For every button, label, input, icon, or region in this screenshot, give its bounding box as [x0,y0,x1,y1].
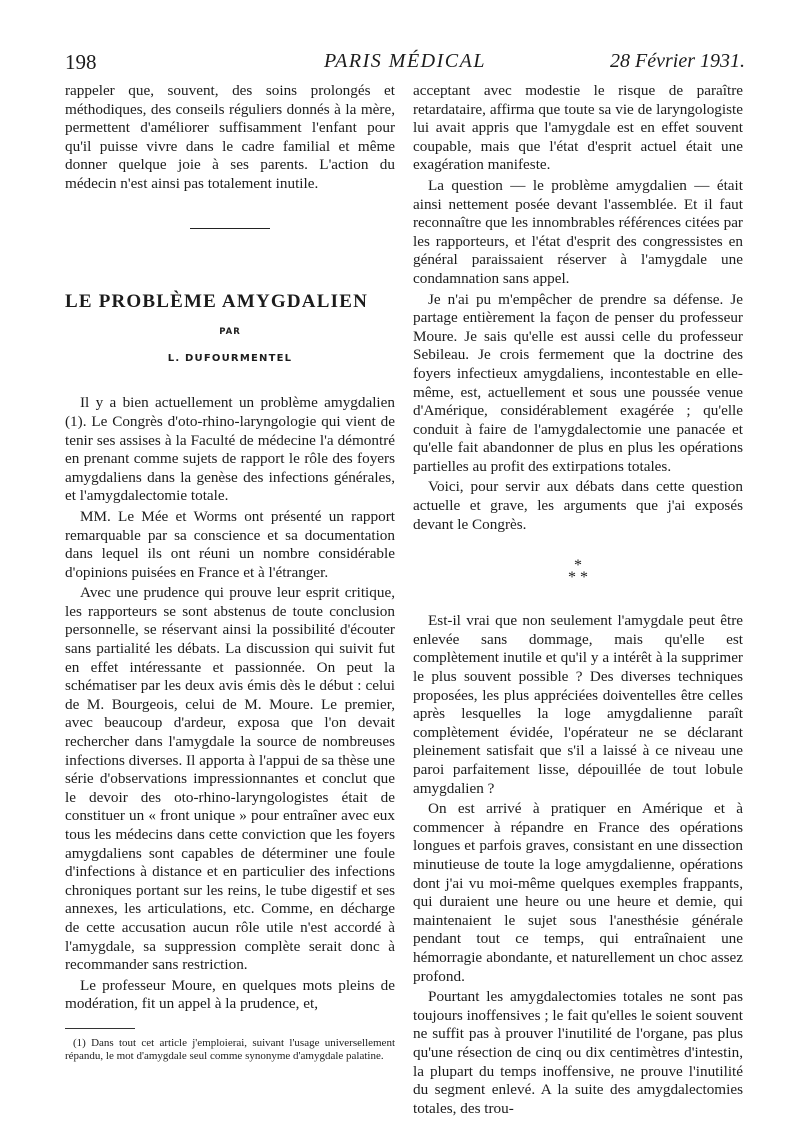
body-paragraph: Est-il vrai que non seulement l'amygdale peut être enlevée sans dommage, mais qu'elle est complètement inutile et qu'il y a intérêt à la supprimer le plus souvent possible ? Des diverses techniques proposées, les plus appréciées doiventelles être celles après lesquelles la loge amygdalienne paraît complètement évidée, l'opérateur ne se déclarant pleinement satisfait que s'il a laissé à ce niveau une paroi parfaitement lisse, dépouillée de tout lobule amygdalien ? [413,612,743,797]
body-paragraph: On est arrivé à pratiquer en Amérique et à commencer à répandre en France des opérations longues et parfois graves, consistant en une dissection minutieuse de toute la loge amygdalienne, opérations dont j'ai vu moi-même quelques exemples frappants, qui duraient une heure ou une heure et demie, qui maintenaient le sujet sous l'anesthésie générale pendant tout ce temps, qui entraînaient une hémorragie abondante, et naturellement un choc assez profond. [413,800,743,985]
page-number: 198 [65,50,97,74]
section-asterism [413,557,743,587]
asterism-top: * [574,557,582,575]
journal-title: PARIS MÉDICAL [324,50,486,72]
body-paragraph: Pourtant les amygdalectomies totales ne sont pas toujours inoffensives ; le fait qu'elles le soient souvent ne suffit pas à prouver l'inutilité de l'organe, pas plus qu'une résection de cinq ou dix centimètres d'intestin, la plupart du temps inoffensive, ne prouve l'inutilité du segment enlevé. A la suite des amygdalectomies totales, des trou- [413,988,743,1117]
body-paragraph: Avec une prudence qui prouve leur esprit critique, les rapporteurs se sont abstenus de toute conclusion personnelle, se réservant ainsi la possibilité d'écouter sans partialité les débats. La discussion qui suivit fut en effet intéressante et passionnée. On peut la schématiser par les deux avis émis dès le début : celui de M. Bourgeois, celui de M. Moure. Le premier, avec beaucoup d'ardeur, exposa que l'on devait rechercher dans l'amygdale la source de nombreuses infections diverses. Il apporta à l'appui de sa thèse une série d'observations impressionnantes et conclut que le devoir des oto-rhino-laryngologistes était de constituer un « front unique » pour entraîner avec eux tous les médecins dans cette conviction que les foyers amygdaliens sont capables de déterminer une foule d'infections à distance et en particulier des infections chroniques portant sur les reins, le tube digestif et ses annexes, les articulations, etc. Comme, en décharge de cette accusation aucun rôle utile n'est accordé à l'amygdale, sa suppression complète serait donc à recommander sans restriction. [65,584,396,974]
page-header [65,50,745,78]
previous-article-ending: rappeler que, souvent, des soins prolongés et méthodiques, des conseils réguliers donnés à la mère, permettent d'améliorer suffisamment l'enfant pour qu'il puisse vivre dans le cadre familial et même donner quelque joie à ses parents. L'action du médecin n'est ainsi pas totalement inutile. [65,82,395,192]
body-paragraph: acceptant avec modestie le risque de paraître retardataire, affirma que toute sa vie de laryngologiste lui avait appris que l'amygdale est en effet souvent coupable, mais que l'état d'esprit actuel était une exagération manifeste. [413,82,743,174]
footnote: (1) Dans tout cet article j'emploierai, suivant l'usage universellement répandu, le mot d'amygdale seul comme synonyme d'amygdale palatine. [65,1036,395,1063]
body-paragraph: Je n'ai pu m'empêcher de prendre sa défense. Je partage entièrement la façon de penser du professeur Moure. Je sais qu'elle est aussi celle du professeur Sebileau. Je crois fermement que la doctrine des foyers infectieux amygdaliens, incontestable en elle-même, est, actuellement et sous une poussée venue d'Amérique, considérablement exagérée ; qu'elle conduit à faire de l'amygdalectomie une panacée et qu'elle fait abandonner de plus en plus les opérations partielles au profit des extirpations totales. [413,290,743,475]
body-paragraph: MM. Le Mée et Worms ont présenté un rapport remarquable par sa conscience et sa documentation dans lequel ils ont réuni un nombre considérable d'opinions puisées en France et à l'étranger. [65,507,395,581]
article-separator-rule [190,228,270,229]
byline-par: PAR [219,327,241,338]
byline-author: L. DUFOURMENTEL [167,352,293,364]
asterism-bottom: * * [568,569,588,587]
left-column [65,82,395,1064]
article-title: LE PROBLÈME AMYGDALIEN [65,290,368,312]
issue-date: 28 Février 1931. [610,50,745,72]
body-paragraph: La question — le problème amygdalien — était ainsi nettement posée devant l'assemblée. Et il faut reconnaître que les innombrables références citées par les rapporteurs, et l'état d'esprit des congressistes en général paraissaient réserver à l'amygdale une condamnation sans appel. [413,176,743,287]
body-paragraph: Le professeur Moure, en quelques mots pleins de modération, fit un appel à la prudence, et, [65,976,395,1013]
right-column [413,82,743,1118]
body-paragraph: Voici, pour servir aux débats dans cette question actuelle et grave, les arguments que j'ai exposés devant le Congrès. [413,478,743,533]
footnote-rule [65,1028,135,1029]
body-paragraph: Il y a bien actuellement un problème amygdalien (1). Le Congrès d'oto-rhino-laryngologie qui vient de tenir ses assises à la Faculté de médecine l'a démontré en prenant comme sujets de rapport le rôle des foyers amygdaliens dans la genèse des infections générales, et l'amygdalectomie totale. [65,394,395,505]
